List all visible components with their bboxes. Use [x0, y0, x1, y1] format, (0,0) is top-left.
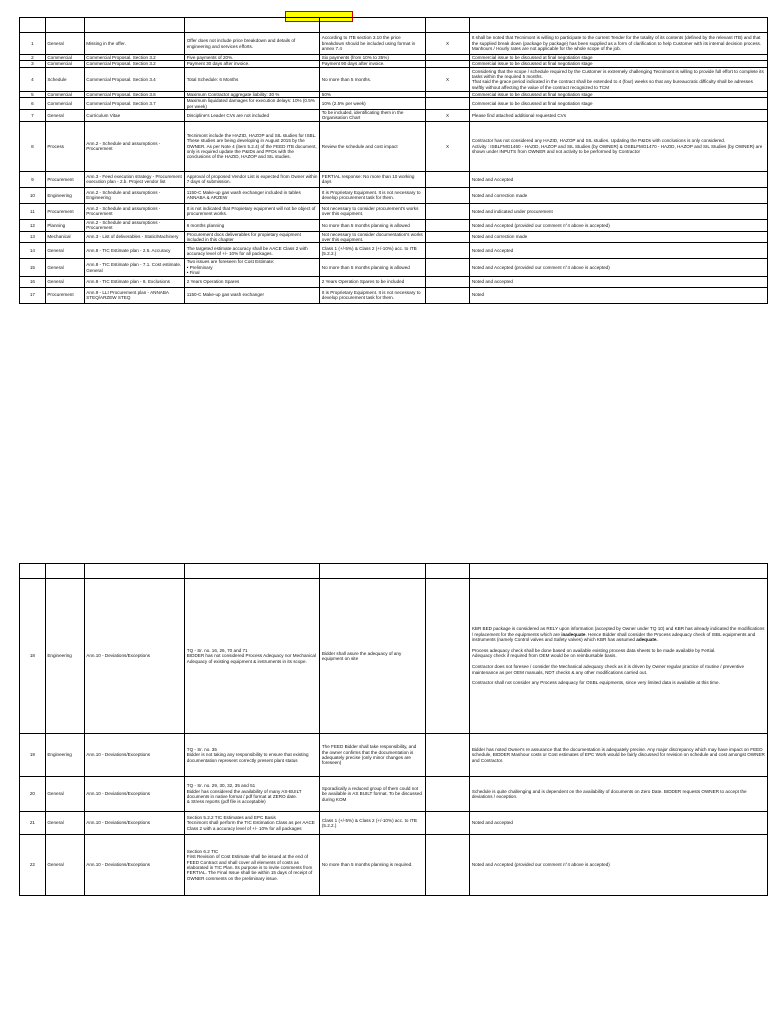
flag-cell	[425, 287, 470, 303]
flag-cell	[425, 259, 470, 276]
discipline-cell: Commercial	[45, 91, 84, 97]
row-number-cell: 8	[20, 121, 46, 171]
flag-cell	[425, 734, 470, 777]
comment-cell: Noted and correction made	[470, 187, 768, 203]
header-cell	[84, 564, 185, 579]
reference-cell: Ann.10 - Deviations/Exceptions	[84, 835, 185, 896]
table-header-row	[20, 564, 768, 579]
issue-cell: 1150-C Make-up gas wash exchanger included in tables ANNABA & ARZEW	[185, 187, 320, 203]
issue-cell: Approval of proposed Vendor List is expected from Owner within 7 days of submission.	[185, 171, 320, 187]
row-number-cell: 6	[20, 98, 46, 110]
table-row	[20, 187, 768, 203]
discipline-cell: Schedule	[45, 67, 84, 91]
row-number-cell: 10	[20, 187, 46, 203]
requirement-cell: Review the schedule and cost impact	[320, 121, 425, 171]
issue-cell: Maximum liquidated damages for execution delays: 10% (0.5% per week)	[185, 98, 320, 110]
requirement-cell: Bidder shall asure the adequacy of any equipment on site	[320, 579, 425, 734]
comment-cell: Noted and Accepted (provided our comment n°4 above is accepted)	[470, 219, 768, 231]
comment-cell: Commercial issue to be discussed at final negotiation stage	[470, 61, 768, 67]
issue-cell: 6 months planning	[185, 219, 320, 231]
issue-cell: Offer does not include price breakdown and details of engineering and services efforts.	[185, 33, 320, 55]
flag-cell	[425, 579, 470, 734]
comment-cell: Noted and Accepted	[470, 243, 768, 259]
discipline-cell: General	[45, 243, 84, 259]
requirement-cell: 2 Years Operation Spares to be included	[320, 276, 425, 287]
discipline-cell: Commercial	[45, 61, 84, 67]
row-number-cell: 18	[20, 579, 46, 734]
discipline-cell: Mechanical	[45, 231, 84, 243]
reference-cell: Ann.2 - Schedule and assumptions - Procurement	[84, 203, 184, 219]
reference-cell: Ann.8 - TIC Estimate plan - 2.5. Accuracy	[84, 243, 184, 259]
discipline-cell: Planning	[45, 219, 84, 231]
issue-cell: The targeted estimate accuracy shall be AACE Class 2 with accuracy level of +/- 10% for all packages.	[185, 243, 320, 259]
issue-cell: Section 6.2 TIC First Revision of Cost Estimate shall be issued at the end of FEED Contract and shall cover all elements of costs as elaborated in TIC Plan. Its purpose is to invite comments from FERTIAL. The Final Issue shall be within 15 days of receipt of OWNER comments on the preliminary issue.	[185, 835, 320, 896]
table-row	[20, 33, 768, 55]
requirement-cell: No more than 5 months planning is allowed	[320, 219, 425, 231]
discipline-cell: Engineering	[45, 734, 84, 777]
issue-cell: Maximum Contractor aggregate liability: 30 %	[185, 91, 320, 97]
issue-cell: Tecnimont include the HAZID, HAZOP and SIL studies for ISBL. These studies are being developing in August 2015 by the OWNER. As per Note 4 (item 5.2.4) of the FEED ITB document, only is required update the P&IDs and PFDs with the conclusions of the HAZID, HAZOP and SIL studies.	[185, 121, 320, 171]
table-row	[20, 98, 768, 110]
issue-cell: TQ - Sr. no. 16, 26, 70 and 71 BIDDER has not considered Process Adequacy nor Mechanical Adequacy of existing equipment & instruments in its scope.	[185, 579, 320, 734]
flag-cell	[425, 219, 470, 231]
row-number-cell: 15	[20, 259, 46, 276]
issue-cell: TQ - Sr. no. 35 Bidder is not taking any responsibility to ensure that existing documentation represent correctly present plant status	[185, 734, 320, 777]
flag-cell	[425, 276, 470, 287]
table-header-row	[20, 18, 768, 33]
discipline-cell: Commercial	[45, 55, 84, 61]
reference-cell: Commercial Proposal. Section 3.2	[84, 61, 184, 67]
requirement-cell: 10% (2.5% per week)	[320, 98, 425, 110]
requirement-cell: Class 1 (+/-5%) & Class 2 (+/-10%) acc. to ITB (5.2.2.)	[320, 812, 425, 835]
requirement-cell: To be included, identificating them in the Organisation Chart	[320, 110, 425, 122]
reference-cell: Missing in the offer.	[84, 33, 184, 55]
flag-cell	[425, 203, 470, 219]
table-row	[20, 121, 768, 171]
requirement-cell: FERTIAL response: No more than 10 working days	[320, 171, 425, 187]
header-cell	[185, 564, 320, 579]
comments-table-page-2	[19, 563, 768, 896]
row-number-cell: 12	[20, 219, 46, 231]
table-row	[20, 219, 768, 231]
comment-cell: Contractor has not considered any HAZID, HAZOP and SIL studies. Updating the P&IDs with conclusions is only considered. Activity : ISBLFMG1460 - HAZID, HAZOP and SIL Studies (by OWNER) & OSBLFMG1470 - HAZID, HAZOP and SIL Studies (by OWNER) are shown under INPUTS from OWNER and not activity to be performed by Contractor	[470, 121, 768, 171]
header-cell	[470, 18, 768, 33]
header-cell	[45, 564, 84, 579]
comment-cell: Commercial issue to be discussed at final negotiation stage	[470, 55, 768, 61]
reference-cell: Ann.8 - TIC Estimate plan - 8. Exclusions	[84, 276, 184, 287]
issue-cell: Total Schedule: 6 Months	[185, 67, 320, 91]
requirement-cell: Not necessary to consider documentation's works over this equipment.	[320, 231, 425, 243]
row-number-cell: 19	[20, 734, 46, 777]
issue-cell: 2 Years Operation Spares	[185, 276, 320, 287]
comment-cell: Noted and indicated under procurement	[470, 203, 768, 219]
flag-cell	[425, 243, 470, 259]
table-row	[20, 777, 768, 812]
reference-cell: Ann.3 - Feed execution strategy - Procurement execution plan - 2.b. Project vendor list	[84, 171, 184, 187]
header-cell	[20, 18, 46, 33]
table-row	[20, 203, 768, 219]
row-number-cell: 13	[20, 231, 46, 243]
table-row	[20, 259, 768, 276]
header-cell	[320, 564, 425, 579]
flag-cell	[425, 171, 470, 187]
issue-cell: It is not indicated that Propietary equipment will not be object of procurement works.	[185, 203, 320, 219]
table-row	[20, 243, 768, 259]
row-number-cell: 14	[20, 243, 46, 259]
reference-cell: Commercial Proposal. Section 3.7	[84, 98, 184, 110]
flag-cell	[425, 231, 470, 243]
comment-cell: Commercial issue to be discussed at final negotiation stage	[470, 91, 768, 97]
row-number-cell: 1	[20, 33, 46, 55]
header-cell	[20, 564, 46, 579]
comment-cell: Noted and correction made	[470, 231, 768, 243]
requirement-cell: Six payments (from 10% to 35%)	[320, 55, 425, 61]
flag-cell	[425, 777, 470, 812]
row-number-cell: 9	[20, 171, 46, 187]
header-cell	[45, 18, 84, 33]
table-row	[20, 110, 768, 122]
row-number-cell: 4	[20, 67, 46, 91]
comment-cell: Schedule is quite challenging and is dependent on the availability of documents on Zero Date. BIDDER requests OWNER to accept the deviations / exception.	[470, 777, 768, 812]
comment-cell: Bidder has noted Owner's re assurance that the documentation is adequately precise. Any major discrepancy which may have impact on FEED schedule, BIDDER Manhour costs or Cost estimates of EPC Work would be fairly discussed for revision on schedule and cost amongst OWNER and Contractor.	[470, 734, 768, 777]
requirement-cell: No more than 5 months.	[320, 67, 425, 91]
discipline-cell: General	[45, 259, 84, 276]
reference-cell: Commercial Proposal. Section 3.6	[84, 91, 184, 97]
table-row	[20, 231, 768, 243]
reference-cell: Ann.10 - Deviations/Exceptions	[84, 579, 185, 734]
comment-cell: Considering that the scope / schedule required by the Customer is extremely challenging Tecnimont is willing to provide full effort to complete its tasks within the required 5 months. That said the grace period indicated in the contract shall be extended to 4 (four) weeks so that any bureaucratic difficulty shall be adresses swiftly without affecting the value of the contract recognized to TCM	[470, 67, 768, 91]
discipline-cell: Commercial	[45, 98, 84, 110]
reference-cell: Ann.2 - Schedule and assumptions - Procurement	[84, 219, 184, 231]
header-cell	[425, 564, 470, 579]
discipline-cell: General	[45, 33, 84, 55]
comment-cell: Noted and Accepted (provided our comment n°4 above is accepted)	[470, 259, 768, 276]
issue-cell: Payment 30 days after invoice.	[185, 61, 320, 67]
reference-cell: Ann.2 - Schedule and assumptions - Engineering	[84, 187, 184, 203]
discipline-cell: Procurement	[45, 287, 84, 303]
row-number-cell: 7	[20, 110, 46, 122]
table-row	[20, 734, 768, 777]
discipline-cell: Process	[45, 121, 84, 171]
discipline-cell: Engineering	[45, 579, 84, 734]
row-number-cell: 21	[20, 812, 46, 835]
table-row	[20, 812, 768, 835]
discipline-cell: Procurement	[45, 171, 84, 187]
header-cell	[84, 18, 184, 33]
reference-cell: Commercial Proposal. Section 3.4	[84, 67, 184, 91]
discipline-cell: Engineering	[45, 187, 84, 203]
requirement-cell: Not necessary to consider procurement's works over this equipment.	[320, 203, 425, 219]
table-row	[20, 835, 768, 896]
flag-cell: X	[425, 67, 470, 91]
flag-cell	[425, 187, 470, 203]
row-number-cell: 16	[20, 276, 46, 287]
reference-cell: Ann.2 - Schedule and assumptions - Procurement	[84, 121, 184, 171]
requirement-cell: Payment 90 days after invoice.	[320, 61, 425, 67]
requirement-cell: 50%	[320, 91, 425, 97]
flag-cell	[425, 835, 470, 896]
comment-cell: Noted	[470, 287, 768, 303]
discipline-cell: General	[45, 835, 84, 896]
reference-cell: Ann.9 - LLI Procurement plan - ANNABA STEQ/ARZEW STEQ	[84, 287, 184, 303]
flag-cell: X	[425, 110, 470, 122]
flag-cell: X	[425, 33, 470, 55]
requirement-cell: Class 1 (+/-5%) & Class 2 (+/-10%) acc. to ITB (5.2.2.)	[320, 243, 425, 259]
header-cell	[185, 18, 320, 33]
table-row	[20, 579, 768, 734]
reference-cell: Curriculum Vitae	[84, 110, 184, 122]
comment-cell: It shall be noted that Tecnimont is willing to participate to the current Tender for the totality of its contents (defined by the relevant ITB) and that the supplied break down (package by package) has been supplied as a form of clarification to help Customer with its internal decision process. Manhours / Hourly rates are not applicable for the whole scope of the job.	[470, 33, 768, 55]
header-cell	[425, 18, 470, 33]
requirement-cell: No more than 5 months planning is allowed	[320, 259, 425, 276]
flag-cell	[425, 812, 470, 835]
row-number-cell: 5	[20, 91, 46, 97]
flag-cell: X	[425, 121, 470, 171]
row-number-cell: 17	[20, 287, 46, 303]
reference-cell: Ann.10 - Deviations/Exceptions	[84, 734, 185, 777]
table-row	[20, 276, 768, 287]
comment-cell: Please find attached additional requested CVs	[470, 110, 768, 122]
discipline-cell: General	[45, 777, 84, 812]
discipline-cell: Procurement	[45, 203, 84, 219]
issue-cell: Two issues are foreseen for Cost Estimate: • Preliminary • Final	[185, 259, 320, 276]
requirement-cell: It is Proprietary Equipment. It is not necessary to develop procurement task for them.	[320, 187, 425, 203]
row-number-cell: 11	[20, 203, 46, 219]
reference-cell: Ann.3 - List of deliverables - Static/Machinery	[84, 231, 184, 243]
comment-cell: Noted and Accepted	[470, 171, 768, 187]
reference-cell: Commercial Proposal. Section 3.2	[84, 55, 184, 61]
row-number-cell: 20	[20, 777, 46, 812]
flag-cell	[425, 98, 470, 110]
discipline-cell: General	[45, 276, 84, 287]
comment-cell: Noted and accepted	[470, 276, 768, 287]
requirement-cell: According to ITB section 3.10 the price breakdown should be included using format in annex 7.4	[320, 33, 425, 55]
issue-cell: Section 5.2.2 TIC Estimates and EPC Basis Tecnimont shall perform the TIC Estimation Class as per AACE Class 2 with a accuracy level of +/- 10% for all packages	[185, 812, 320, 835]
reference-cell: Ann.10 - Deviations/Exceptions	[84, 777, 185, 812]
requirement-cell: The FEED Bidder shall take responsibility, and the owner confirms that the documentation is adequately precise (only minor changes are foreseen)	[320, 734, 425, 777]
comments-table-page-1	[19, 17, 768, 304]
reference-cell: Ann.10 - Deviations/Exceptions	[84, 812, 185, 835]
table-row	[20, 171, 768, 187]
comment-cell: Commercial issue to be discussed at final negotiation stage	[470, 98, 768, 110]
row-number-cell: 2	[20, 55, 46, 61]
row-number-cell: 3	[20, 61, 46, 67]
reference-cell: Ann.8 - TIC Estimate plan - 7.1. Cost estimate. General	[84, 259, 184, 276]
table-row	[20, 287, 768, 303]
header-cell	[470, 564, 768, 579]
issue-cell: Procurement docs deliverables for propietary equipment included in this chapter	[185, 231, 320, 243]
requirement-cell: Sporadically a reduced group of them could not be available in AS BUILT format. To be discussed during KOM	[320, 777, 425, 812]
discipline-cell: General	[45, 812, 84, 835]
comment-cell: Noted and Accepted (provided our comment n°4 above is accepted)	[470, 835, 768, 896]
comment-cell: KBR BED package is considered as RELY upon information (accepted by Owner under TQ 10) and KBR has already indicated the modifications / replacement for the equipments which are inadequate. Hence Bidder shall consider the Process adequacy check of ISBL equipments and instruments (namely Control valves and Safety valves) which KBR has assumed adequate. Process adequacy check shall be done based on available existing process data sheets to be made available by Fertial. Adequacy check if required from OEM would be on reimbursable basis. Contractor does not foresee / consider the Mechanical adequacy check as it is driven by Owner regular practice of routine / preventive maintenance as per OEM manuals, NDT checks & any other modifications carried out. Contractor shall not consider any Process adequacy for OSBL equipments, since very limited data is available at this time.	[470, 579, 768, 734]
issue-cell: 1150-C Make-up gas wash exchanger	[185, 287, 320, 303]
header-cell	[320, 18, 425, 33]
issue-cell: TQ - Sr. no. 29, 30, 32, 35 and 51 Bidder has considered the availability of many AS-BUILT documents in native format / pdf format at ZERO date. & Stress reports (pdf file is acceptable)	[185, 777, 320, 812]
requirement-cell: It is Proprietary Equipment. It is not necessary to develop procurement task for them.	[320, 287, 425, 303]
comment-cell: Noted and accepted	[470, 812, 768, 835]
row-number-cell: 22	[20, 835, 46, 896]
discipline-cell: General	[45, 110, 84, 122]
requirement-cell: No more than 5 months planning is required.	[320, 835, 425, 896]
table-row	[20, 67, 768, 91]
issue-cell: Discipline's Leader CVs are not included	[185, 110, 320, 122]
issue-cell: Five payments of 20%.	[185, 55, 320, 61]
